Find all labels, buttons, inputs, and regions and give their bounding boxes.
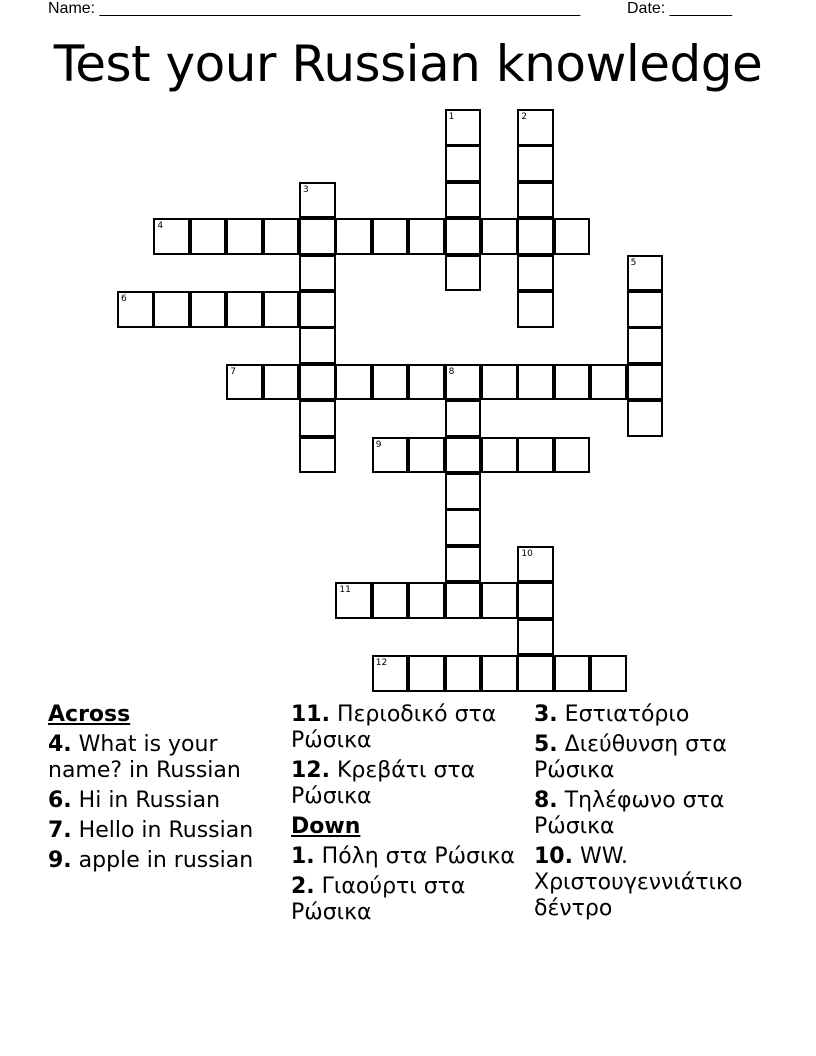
crossword-cell[interactable] <box>445 364 482 401</box>
crossword-cell[interactable] <box>190 291 227 328</box>
crossword-cell[interactable] <box>627 255 664 292</box>
crossword-cell[interactable] <box>517 437 554 474</box>
clue-number: 8. <box>534 788 558 813</box>
page-title: Test your Russian knowledge <box>53 35 763 93</box>
crossword-cell[interactable] <box>263 291 300 328</box>
crossword-cell[interactable] <box>190 218 227 255</box>
clue-text: apple in russian <box>78 848 254 873</box>
cell-number: 8 <box>448 366 455 377</box>
crossword-cell[interactable] <box>627 400 664 437</box>
crossword-cell[interactable] <box>408 364 445 401</box>
cell-number: 2 <box>521 112 528 122</box>
cell-number: 12 <box>375 658 388 668</box>
cell-number: 1 <box>448 112 455 122</box>
crossword-cell[interactable] <box>445 109 482 146</box>
crossword-cell[interactable] <box>481 437 518 474</box>
crossword-cell[interactable] <box>517 109 554 146</box>
crossword-cell[interactable] <box>554 655 591 692</box>
clue-text: Εστιατόριο <box>564 702 690 727</box>
cell-number: 6 <box>121 294 127 304</box>
clue-number: 5. <box>534 732 558 757</box>
crossword-cell[interactable] <box>445 218 482 255</box>
clue-text: WW. Χριστουγεννιάτικο δέντρο <box>534 844 743 921</box>
crossword-cell[interactable] <box>517 255 554 292</box>
crossword-cell[interactable] <box>554 437 591 474</box>
clue-down-1 <box>291 844 521 870</box>
crossword-cell[interactable] <box>627 291 664 328</box>
clue-down-5 <box>534 732 764 784</box>
clue-down-8 <box>534 788 764 840</box>
crossword-cell[interactable] <box>445 182 482 219</box>
crossword-cell[interactable] <box>226 364 263 401</box>
crossword-cell[interactable] <box>299 437 336 474</box>
crossword-cell[interactable] <box>517 582 554 619</box>
crossword-cell[interactable] <box>445 145 482 182</box>
crossword-cell[interactable] <box>299 218 336 255</box>
crossword-cell[interactable] <box>481 218 518 255</box>
crossword-cell[interactable] <box>445 437 482 474</box>
cell-number: 4 <box>157 221 164 232</box>
crossword-cell[interactable] <box>372 582 409 619</box>
crossword-cell[interactable] <box>335 218 372 255</box>
crossword-cell[interactable] <box>627 364 664 401</box>
clue-across-4 <box>48 732 273 784</box>
cell-number: 7 <box>230 366 236 377</box>
crossword-cell[interactable] <box>153 291 190 328</box>
clue-down-3 <box>534 702 764 728</box>
crossword-cell[interactable] <box>554 218 591 255</box>
clue-column-2 <box>291 702 521 930</box>
crossword-cell[interactable] <box>299 400 336 437</box>
clue-across-6 <box>48 788 273 814</box>
date-field-line: Date: _______ <box>627 0 732 17</box>
crossword-cell[interactable] <box>335 364 372 401</box>
crossword-cell[interactable] <box>263 218 300 255</box>
clue-column-1 <box>48 702 273 878</box>
clue-text: Πόλη στα Ρώσικα <box>321 844 515 869</box>
crossword-cell[interactable] <box>517 182 554 219</box>
crossword-cell[interactable] <box>517 619 554 656</box>
crossword-cell[interactable] <box>445 509 482 546</box>
clue-number: 12. <box>291 758 330 783</box>
clue-down-2 <box>291 874 521 926</box>
clue-text: What is your name? in Russian <box>48 732 241 783</box>
crossword-cell[interactable] <box>445 582 482 619</box>
crossword-cell[interactable] <box>554 364 591 401</box>
crossword-cell[interactable] <box>445 473 482 510</box>
clue-text: Τηλέφωνο στα Ρώσικα <box>534 788 725 839</box>
clue-across-12 <box>291 758 521 810</box>
cell-number: 10 <box>521 548 533 559</box>
clue-number: 6. <box>48 788 72 813</box>
clue-text: Hello in Russian <box>78 818 254 843</box>
crossword-cell[interactable] <box>590 655 627 692</box>
clue-column-3 <box>534 702 764 926</box>
across-heading: Across <box>48 702 131 727</box>
crossword-cell[interactable] <box>226 218 263 255</box>
crossword-cell[interactable] <box>299 182 336 219</box>
cell-number: 11 <box>339 585 351 596</box>
crossword-cell[interactable] <box>445 255 482 292</box>
name-field-line: Name: ______________________________________________________ <box>48 0 581 17</box>
crossword-cell[interactable] <box>408 582 445 619</box>
clue-number: 9. <box>48 848 72 873</box>
clue-number: 1. <box>291 844 315 869</box>
crossword-cell[interactable] <box>517 218 554 255</box>
crossword-cell[interactable] <box>445 655 482 692</box>
clue-number: 7. <box>48 818 72 843</box>
crossword-cell[interactable] <box>408 437 445 474</box>
clue-across-7 <box>48 818 273 844</box>
crossword-cell[interactable] <box>372 437 409 474</box>
clue-text: Hi in Russian <box>78 788 221 813</box>
crossword-cell[interactable] <box>517 364 554 401</box>
crossword-cell[interactable] <box>445 400 482 437</box>
clue-text: Περιοδικό στα Ρώσικα <box>291 702 497 753</box>
crossword-cell[interactable] <box>408 655 445 692</box>
crossword-cell[interactable] <box>117 291 154 328</box>
clue-number: 10. <box>534 844 573 869</box>
crossword-cell[interactable] <box>299 327 336 364</box>
crossword-cell[interactable] <box>445 546 482 583</box>
crossword-cell[interactable] <box>408 218 445 255</box>
crossword-cell[interactable] <box>372 218 409 255</box>
crossword-cell[interactable] <box>627 327 664 364</box>
cell-number: 9 <box>375 439 382 450</box>
clue-text: Διεύθυνση στα Ρώσικα <box>534 732 727 783</box>
cell-number: 5 <box>630 257 637 268</box>
crossword-cell[interactable] <box>517 546 554 583</box>
crossword-cell[interactable] <box>299 291 336 328</box>
crossword-cell[interactable] <box>590 364 627 401</box>
crossword-cell[interactable] <box>299 364 336 401</box>
crossword-cell[interactable] <box>335 582 372 619</box>
clue-number: 2. <box>291 874 315 899</box>
crossword-cell[interactable] <box>263 364 300 401</box>
clue-across-9 <box>48 848 273 874</box>
clue-across-11 <box>291 702 521 754</box>
down-heading: Down <box>291 814 361 839</box>
clue-text: Κρεβάτι στα Ρώσικα <box>291 758 476 809</box>
clue-text: Γιαούρτι στα Ρώσικα <box>291 874 466 925</box>
crossword-cell[interactable] <box>372 364 409 401</box>
crossword-cell[interactable] <box>372 655 409 692</box>
crossword-cell[interactable] <box>517 291 554 328</box>
clue-down-10 <box>534 844 764 922</box>
clue-number: 4. <box>48 732 72 757</box>
clue-number: 3. <box>534 702 558 727</box>
crossword-cell[interactable] <box>153 218 190 255</box>
crossword-cell[interactable] <box>481 655 518 692</box>
crossword-cell[interactable] <box>517 145 554 182</box>
crossword-cell[interactable] <box>299 255 336 292</box>
cell-number: 3 <box>303 184 309 195</box>
crossword-cell[interactable] <box>481 582 518 619</box>
crossword-cell[interactable] <box>481 364 518 401</box>
clue-number: 11. <box>291 702 330 727</box>
crossword-cell[interactable] <box>517 655 554 692</box>
crossword-cell[interactable] <box>226 291 263 328</box>
